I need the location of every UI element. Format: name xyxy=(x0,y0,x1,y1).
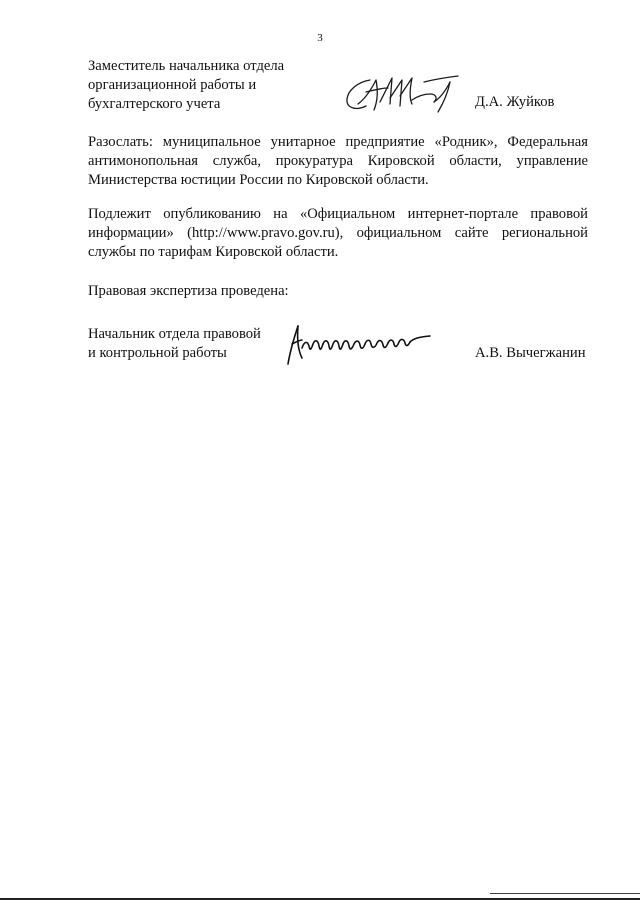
signatory-1-title-line: бухгалтерского учета xyxy=(88,96,221,112)
publication-line: информации» (http://www.pravo.gov.ru), официальном сайте региональной xyxy=(88,225,588,241)
publication-line: службы по тарифам Кировской области. xyxy=(88,244,339,260)
scan-edge-line xyxy=(490,893,640,894)
signatory-2-title-line: и контрольной работы xyxy=(88,345,227,361)
signature-vychegzhanin xyxy=(280,318,440,368)
signatory-1-title-line: Заместитель начальника отдела xyxy=(88,58,285,74)
signatory-2-name: А.В. Вычегжанин xyxy=(475,345,586,361)
legal-review-note: Правовая экспертиза проведена: xyxy=(88,283,289,299)
distribution-line: Разослать: муниципальное унитарное предприятие «Родник», Федеральная xyxy=(88,134,588,150)
signatory-2-title-line: Начальник отдела правовой xyxy=(88,326,261,342)
page-bottom-edge xyxy=(0,898,640,900)
distribution-line: Министерства юстиции России по Кировской области. xyxy=(88,172,429,188)
distribution-paragraph xyxy=(88,133,588,190)
publication-paragraph xyxy=(88,205,588,262)
signatory-1-title xyxy=(88,57,284,114)
signature-zhuykov xyxy=(340,68,470,118)
page-number: 3 xyxy=(317,32,323,44)
signatory-1-title-line: организационной работы и xyxy=(88,77,257,93)
publication-line: Подлежит опубликованию на «Официальном интернет-портале правовой xyxy=(88,206,588,222)
distribution-line: антимонопольная служба, прокуратура Кировской области, управление xyxy=(88,153,588,169)
signatory-2-title xyxy=(88,325,261,363)
signatory-1-name: Д.А. Жуйков xyxy=(475,94,555,110)
